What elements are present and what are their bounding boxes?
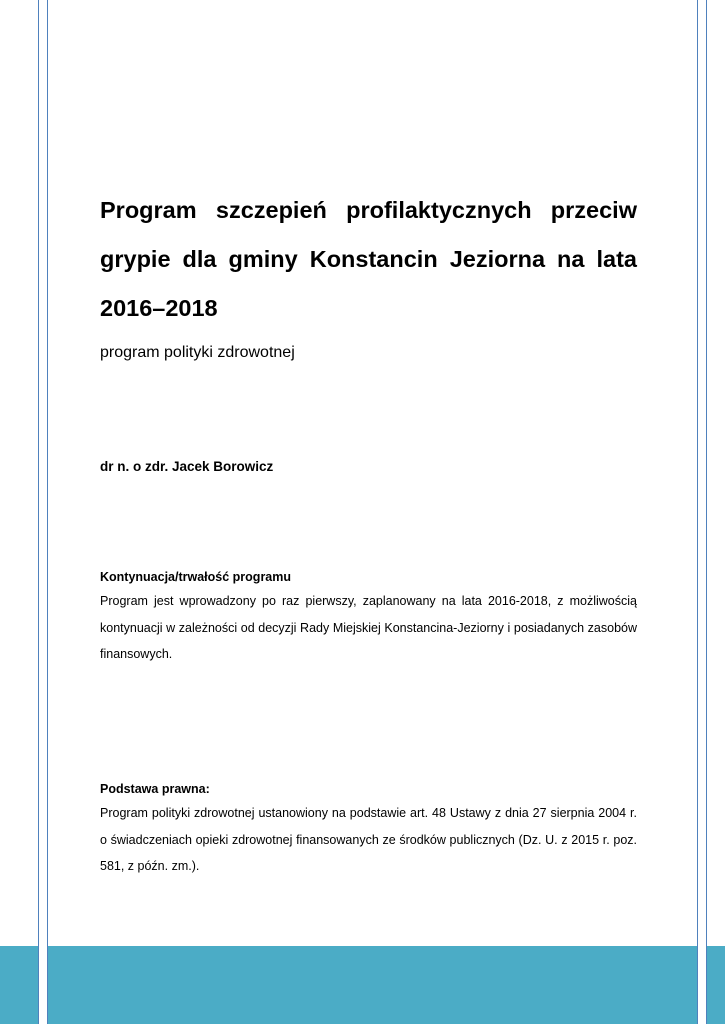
section-legal-basis [100, 778, 637, 880]
footer-band [48, 946, 697, 1024]
page-frame-line-right-inner [697, 0, 698, 1024]
footer-band-right [707, 946, 725, 1024]
page-frame-line-left-inner [47, 0, 48, 1024]
section-continuation [100, 566, 637, 668]
section-body: Program jest wprowadzony po raz pierwszy, zaplanowany na lata 2016-2018, z możliwością kontynuacji w zależności od decyzji Rady Miejskiej Konstancina-Jeziorny i posiadanych zasobów finansowych. [100, 594, 637, 661]
page-frame-line-left-outer [38, 0, 39, 1024]
section-heading: Kontynuacja/trwałość programu [100, 570, 292, 584]
document-title: Program szczepień profilaktycznych przeciw grypie dla gminy Konstancin Jeziorna na lata 2016–2018 [100, 197, 637, 321]
footer-band-left [0, 946, 38, 1024]
page-frame-line-right-outer [706, 0, 707, 1024]
document-author: dr n. o zdr. Jacek Borowicz [100, 459, 274, 474]
document-subtitle: program polityki zdrowotnej [100, 344, 295, 361]
section-heading: Podstawa prawna: [100, 782, 210, 796]
section-body: Program polityki zdrowotnej ustanowiony na podstawie art. 48 Ustawy z dnia 27 sierpnia 2004 r. o świadczeniach opieki zdrowotnej finansowanych ze środków publicznych (Dz. U. z 2015 r. poz. 581, z późn. zm.). [100, 806, 637, 873]
